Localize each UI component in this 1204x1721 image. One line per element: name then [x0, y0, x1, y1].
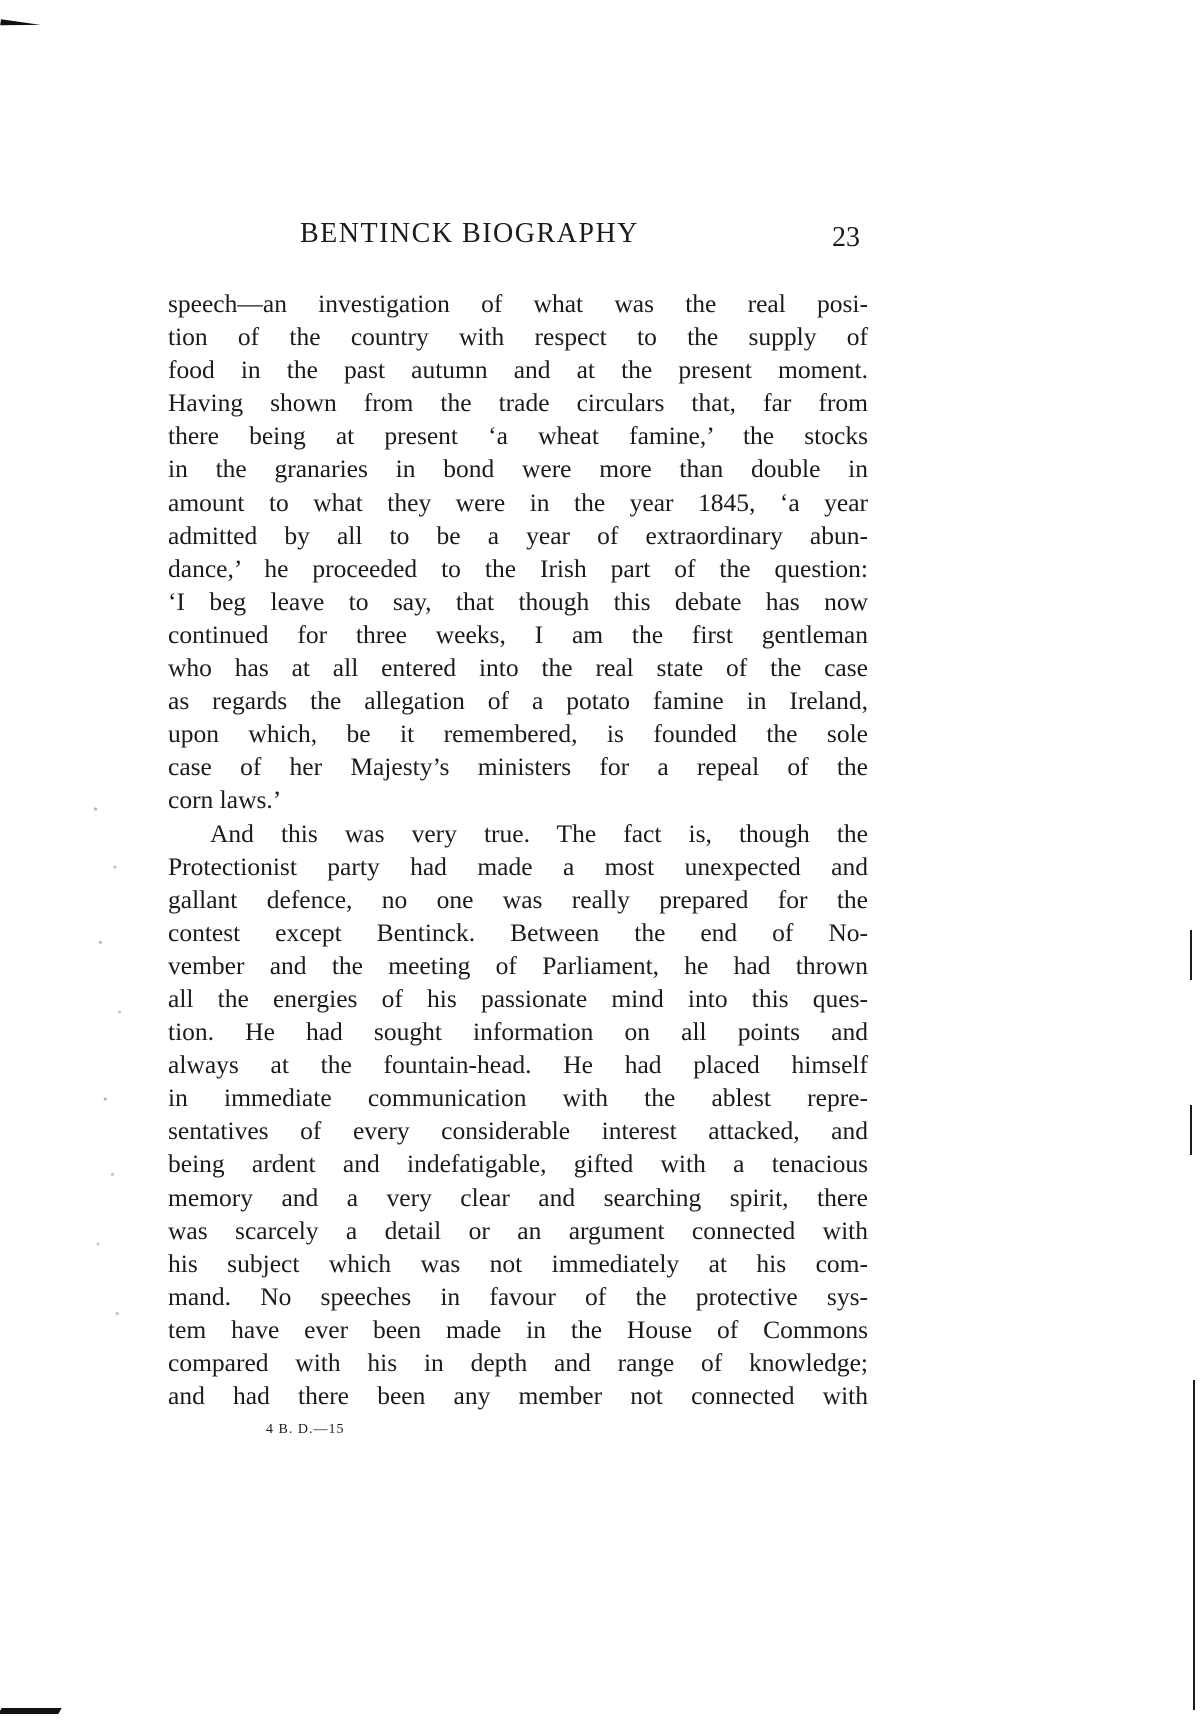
text-line: food in the past autumn and at the present moment.	[168, 355, 868, 385]
text-line: sentatives of every considerable interest attacked, and	[168, 1116, 868, 1146]
gutter-speckle	[86, 780, 134, 1360]
scan-edge-line	[1193, 1380, 1195, 1710]
text-line: corn laws.’	[168, 785, 282, 815]
text-line: vember and the meeting of Parliament, he had thrown	[168, 950, 868, 980]
text-line: who has at all entered into the real state of the case	[168, 653, 868, 683]
text-line: Protectionist party had made a most unexpected and	[168, 851, 868, 881]
text-line: and had there been any member not connected with	[168, 1381, 868, 1411]
text-line: upon which, be it remembered, is founded the sole	[168, 719, 868, 749]
text-line: contest except Bentinck. Between the end of No-	[168, 917, 868, 947]
body-text	[168, 287, 868, 1412]
text-line: ‘I beg leave to say, that though this debate has now	[168, 586, 868, 616]
scan-corner-mark-bottom	[0, 1708, 62, 1714]
text-line: in immediate communication with the ablest repre-	[168, 1083, 868, 1113]
text-line: memory and a very clear and searching spirit, there	[168, 1182, 868, 1212]
text-line: dance,’ he proceeded to the Irish part of the question:	[168, 553, 868, 583]
text-line: And this was very true. The fact is, though the	[210, 818, 868, 848]
text-line: his subject which was not immediately at his com-	[168, 1248, 868, 1278]
scan-edge-line	[1190, 930, 1192, 980]
text-line: all the energies of his passionate mind into this ques-	[168, 983, 868, 1013]
text-line: was scarcely a detail or an argument connected with	[168, 1215, 868, 1245]
scan-edge-line	[1190, 1105, 1192, 1155]
page-header	[168, 218, 868, 258]
scan-corner-mark-top	[0, 19, 41, 36]
printer-signature: 4 B. D.—15	[266, 1422, 345, 1437]
page-number: 23	[832, 222, 860, 253]
text-line: compared with his in depth and range of knowledge;	[168, 1348, 868, 1377]
text-line: always at the fountain-head. He had placed himself	[168, 1050, 868, 1080]
text-line: continued for three weeks, I am the first gentleman	[168, 619, 868, 649]
text-line: tion of the country with respect to the supply of	[168, 322, 868, 352]
text-line: gallant defence, no one was really prepared for the	[168, 884, 868, 914]
text-line: in the granaries in bond were more than double in	[168, 454, 868, 484]
text-line: there being at present ‘a wheat famine,’ the stocks	[168, 421, 868, 451]
text-line: Having shown from the trade circulars that, far from	[168, 388, 868, 418]
text-line: amount to what they were in the year 1845, ‘a year	[168, 487, 868, 517]
text-line: as regards the allegation of a potato famine in Ireland,	[168, 686, 868, 716]
text-line: speech—an investigation of what was the real posi-	[168, 289, 868, 318]
text-line: tem have ever been made in the House of Commons	[168, 1314, 868, 1344]
text-line: case of her Majesty’s ministers for a repeal of the	[168, 752, 868, 782]
text-line: being ardent and indefatigable, gifted with a tenacious	[168, 1149, 868, 1179]
text-line: mand. No speeches in favour of the protective sys-	[168, 1281, 868, 1311]
text-line: admitted by all to be a year of extraordinary abun-	[168, 520, 868, 550]
text-line: tion. He had sought information on all points and	[168, 1017, 868, 1047]
running-head: BENTINCK BIOGRAPHY	[300, 218, 639, 249]
